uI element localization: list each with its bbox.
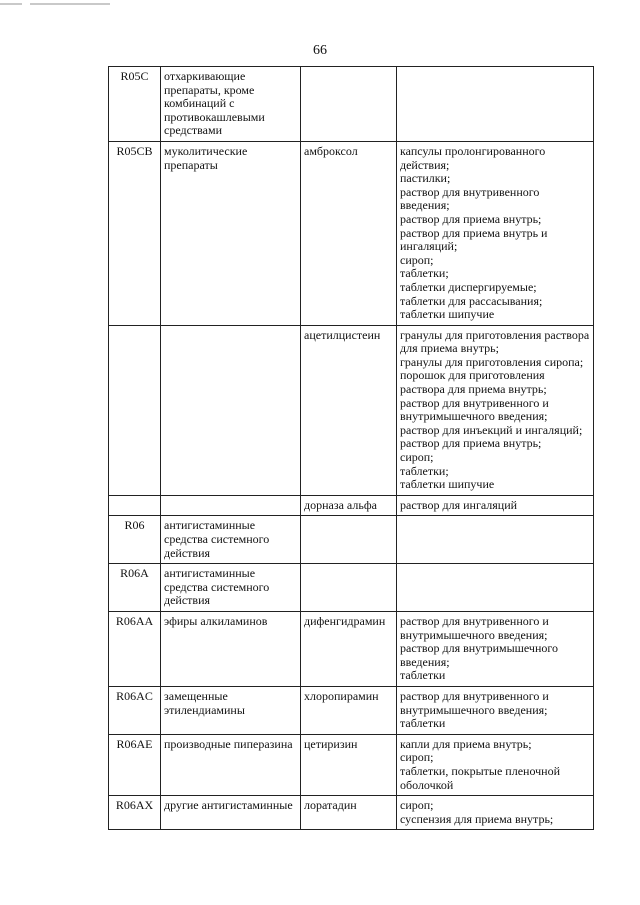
dosage-form-item: сироп; — [400, 450, 434, 465]
drug-name-cell: хлоропирамин — [301, 686, 397, 734]
table-row — [109, 516, 594, 564]
dosage-form-item: таблетки шипучие — [400, 307, 495, 322]
table-row — [109, 611, 594, 686]
dosage-forms-cell — [397, 686, 594, 734]
drug-name-cell: дорназа альфа — [301, 495, 397, 516]
dosage-form-item: порошок для приготовления раствора для приема внутрь; — [400, 368, 547, 397]
dosage-form-item: раствор для приема внутрь; — [400, 436, 542, 451]
dosage-form-item: раствор для инъекций и ингаляций; — [400, 422, 583, 437]
dosage-form-item: сироп; — [400, 750, 434, 765]
drug-name-cell: ацетилцистеин — [301, 325, 397, 495]
dosage-form-item: гранулы для приготовления сиропа; — [400, 354, 584, 369]
dosage-form-item: раствор для приема внутрь; — [400, 211, 542, 226]
table-row — [109, 325, 594, 495]
atc-group-cell: производные пиперазина — [161, 734, 301, 795]
dosage-form-item: таблетки шипучие — [400, 477, 495, 492]
dosage-form-item: таблетки диспергируемые; — [400, 279, 537, 294]
dosage-form-item: раствор для внутримышечного введения; — [400, 641, 558, 669]
page-number: 66 — [313, 43, 327, 58]
dosage-form-item: таблетки; — [400, 463, 449, 478]
dosage-forms-cell — [397, 796, 594, 830]
atc-code-cell: R06A — [109, 564, 161, 612]
atc-code-cell: R06AC — [109, 686, 161, 734]
atc-group-cell: антигистаминные средства системного действия — [161, 564, 301, 612]
dosage-form-item: таблетки — [400, 668, 446, 683]
dosage-forms-cell — [397, 325, 594, 495]
atc-group-cell: замещенные этилендиамины — [161, 686, 301, 734]
atc-group-cell: эфиры алкиламинов — [161, 611, 301, 686]
atc-group-cell — [161, 325, 301, 495]
table-row — [109, 564, 594, 612]
dosage-forms-cell — [397, 141, 594, 325]
table-body — [109, 67, 594, 830]
drug-name-cell — [301, 564, 397, 612]
dosage-form-item: суспензия для приема внутрь; — [400, 811, 554, 826]
atc-group-cell: отхаркивающие препараты, кроме комбинаций с противокашлевыми средствами — [161, 67, 301, 142]
drug-name-cell: дифенгидрамин — [301, 611, 397, 686]
dosage-form-item: раствор для ингаляций — [400, 497, 518, 512]
dosage-form-item: таблетки; — [400, 266, 449, 281]
drug-name-cell: цетиризин — [301, 734, 397, 795]
atc-group-cell: антигистаминные средства системного действия — [161, 516, 301, 564]
drug-name-cell — [301, 67, 397, 142]
atc-group-cell — [161, 495, 301, 516]
dosage-form-item: раствор для внутривенного введения; — [400, 184, 540, 213]
dosage-forms-cell — [397, 564, 594, 612]
dosage-form-item: капсулы пролонгированного действия; — [400, 143, 546, 172]
dosage-form-item: раствор для приема внутрь и ингаляций; — [400, 225, 548, 254]
dosage-form-item: таблетки — [400, 716, 446, 731]
dosage-form-item: сироп; — [400, 252, 434, 267]
drug-name-cell: лоратадин — [301, 796, 397, 830]
atc-code-cell: R06AA — [109, 611, 161, 686]
atc-code-cell: R06 — [109, 516, 161, 564]
dosage-forms-cell — [397, 495, 594, 516]
dosage-forms-cell — [397, 67, 594, 142]
dosage-forms-cell — [397, 734, 594, 795]
dosage-form-item: гранулы для приготовления раствора для приема внутрь; — [400, 327, 590, 356]
dosage-form-item: раствор для внутривенного и внутримышечного введения; — [400, 613, 549, 642]
table-row — [109, 734, 594, 795]
table-row — [109, 495, 594, 516]
atc-group-cell: другие антигистаминные — [161, 796, 301, 830]
atc-code-cell: R06AX — [109, 796, 161, 830]
dosage-forms-cell — [397, 516, 594, 564]
dosage-form-item: сироп; — [400, 798, 434, 813]
atc-code-cell: R05CB — [109, 141, 161, 325]
dosage-forms-cell — [397, 611, 594, 686]
atc-drug-table — [108, 66, 594, 830]
atc-code-cell: R05C — [109, 67, 161, 142]
dosage-form-item: таблетки для рассасывания; — [400, 293, 543, 308]
table-row — [109, 686, 594, 734]
atc-code-cell — [109, 325, 161, 495]
dosage-form-item: пастилки; — [400, 171, 451, 186]
dosage-form-item: раствор для внутривенного и внутримышечного введения; — [400, 395, 549, 424]
drug-name-cell: амброксол — [301, 141, 397, 325]
dosage-form-item: раствор для внутривенного и внутримышечного введения; — [400, 688, 549, 717]
table-row — [109, 796, 594, 830]
dosage-form-item: капли для приема внутрь; — [400, 736, 532, 751]
table-row — [109, 141, 594, 325]
atc-code-cell — [109, 495, 161, 516]
atc-code-cell: R06AE — [109, 734, 161, 795]
drug-name-cell — [301, 516, 397, 564]
atc-group-cell: муколитические препараты — [161, 141, 301, 325]
dosage-form-item: таблетки, покрытые пленочной оболочкой — [400, 763, 561, 792]
table-row — [109, 67, 594, 142]
